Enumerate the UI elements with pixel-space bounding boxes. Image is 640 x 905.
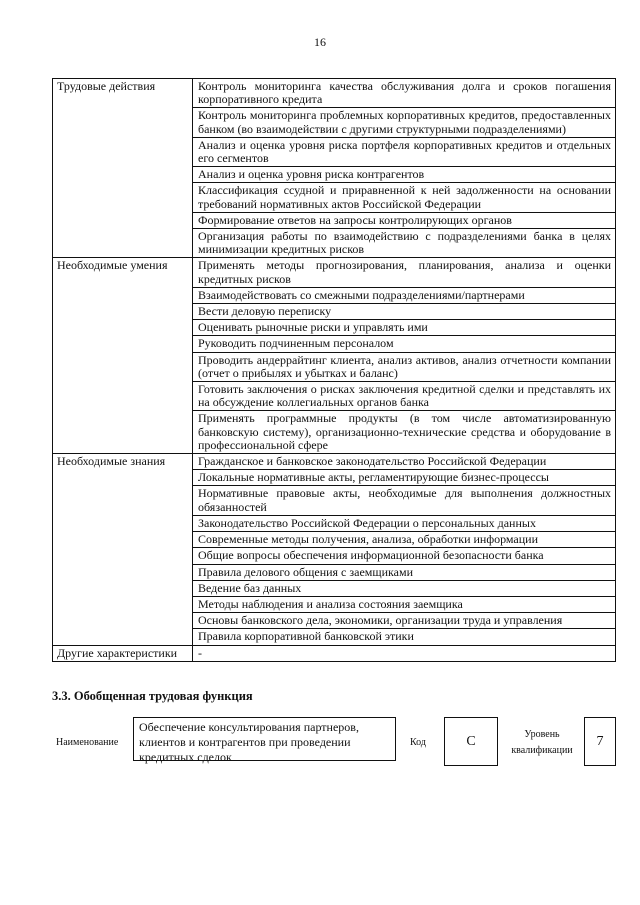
- name-value-box: Обеспечение консультирования партнеров, клиентов и контрагентов при проведении кредитных сделок: [133, 717, 396, 761]
- table-row: [53, 645, 616, 661]
- section-item-cell: Нормативные правовые акты, необходимые для выполнения должностных обязанностей: [193, 486, 616, 515]
- qualification-level-box: 7: [584, 717, 616, 766]
- section-item-cell: Контроль мониторинга проблемных корпоративных кредитов, предоставленных банком (во взаимодействии с другими структурными подразделениями): [193, 108, 616, 137]
- section-item-cell: Организация работы по взаимодействию с подразделениями банка в целях минимизации кредитных рисков: [193, 229, 616, 258]
- qualification-level-label: Уровень квалификации: [511, 729, 573, 756]
- section-item-cell: -: [193, 645, 616, 661]
- section-item-cell: Правила делового общения с заемщиками: [193, 564, 616, 580]
- section-item-cell: Гражданское и банковское законодательство Российской Федерации: [193, 454, 616, 470]
- table-body: [53, 79, 616, 662]
- section-title: 3.3. Обобщенная трудовая функция: [52, 689, 253, 703]
- section-item-cell: Общие вопросы обеспечения информационной безопасности банка: [193, 548, 616, 564]
- code-label: Код: [410, 737, 426, 748]
- section-item-cell: Локальные нормативные акты, регламентирующие бизнес-процессы: [193, 470, 616, 486]
- table-row: [53, 454, 616, 470]
- section-item-cell: Законодательство Российской Федерации о персональных данных: [193, 515, 616, 531]
- name-label: Наименование: [56, 737, 119, 748]
- section-item-cell: Правила корпоративной банковской этики: [193, 629, 616, 645]
- page-number: 16: [314, 35, 326, 49]
- section-item-cell: Применять методы прогнозирования, планирования, анализа и оценки кредитных рисков: [193, 258, 616, 287]
- section-item-cell: Методы наблюдения и анализа состояния заемщика: [193, 596, 616, 612]
- section-item-cell: Контроль мониторинга качества обслуживания долга и сроков погашения корпоративного кредита: [193, 79, 616, 108]
- section-item-cell: Формирование ответов на запросы контролирующих органов: [193, 212, 616, 228]
- code-value-box: C: [444, 717, 498, 766]
- section-item-cell: Анализ и оценка уровня риска контрагентов: [193, 167, 616, 183]
- section-heading-cell: Необходимые умения: [53, 258, 193, 454]
- section-item-cell: Взаимодействовать со смежными подразделениями/партнерами: [193, 287, 616, 303]
- section-item-cell: Применять программные продукты (в том числе автоматизированную банковскую систему), организационно-технические средства и оборудование в профессиональной сфере: [193, 411, 616, 454]
- section-item-cell: Классификация ссудной и приравненной к ней задолженности на основании требований нормативных актов Российской Федерации: [193, 183, 616, 212]
- section-heading-cell: Необходимые знания: [53, 454, 193, 645]
- table-row: [53, 79, 616, 108]
- section-item-cell: Вести деловую переписку: [193, 304, 616, 320]
- section-heading-cell: Другие характеристики: [53, 645, 193, 661]
- section-item-cell: Оценивать рыночные риски и управлять ими: [193, 320, 616, 336]
- labor-function-table: [52, 78, 616, 662]
- section-heading-cell: Трудовые действия: [53, 79, 193, 258]
- section-item-cell: Готовить заключения о рисках заключения кредитной сделки и представлять их на обсуждение коллегиальных органов банка: [193, 382, 616, 411]
- section-item-cell: Анализ и оценка уровня риска портфеля корпоративных кредитов и отдельных его сегментов: [193, 137, 616, 166]
- section-item-cell: Ведение баз данных: [193, 580, 616, 596]
- section-item-cell: Современные методы получения, анализа, обработки информации: [193, 532, 616, 548]
- section-item-cell: Руководить подчиненным персоналом: [193, 336, 616, 352]
- section-item-cell: Основы банковского дела, экономики, организации труда и управления: [193, 613, 616, 629]
- table-row: [53, 258, 616, 287]
- section-item-cell: Проводить андеррайтинг клиента, анализ активов, анализ отчетности компании (отчет о прибылях и убытках и баланс): [193, 352, 616, 381]
